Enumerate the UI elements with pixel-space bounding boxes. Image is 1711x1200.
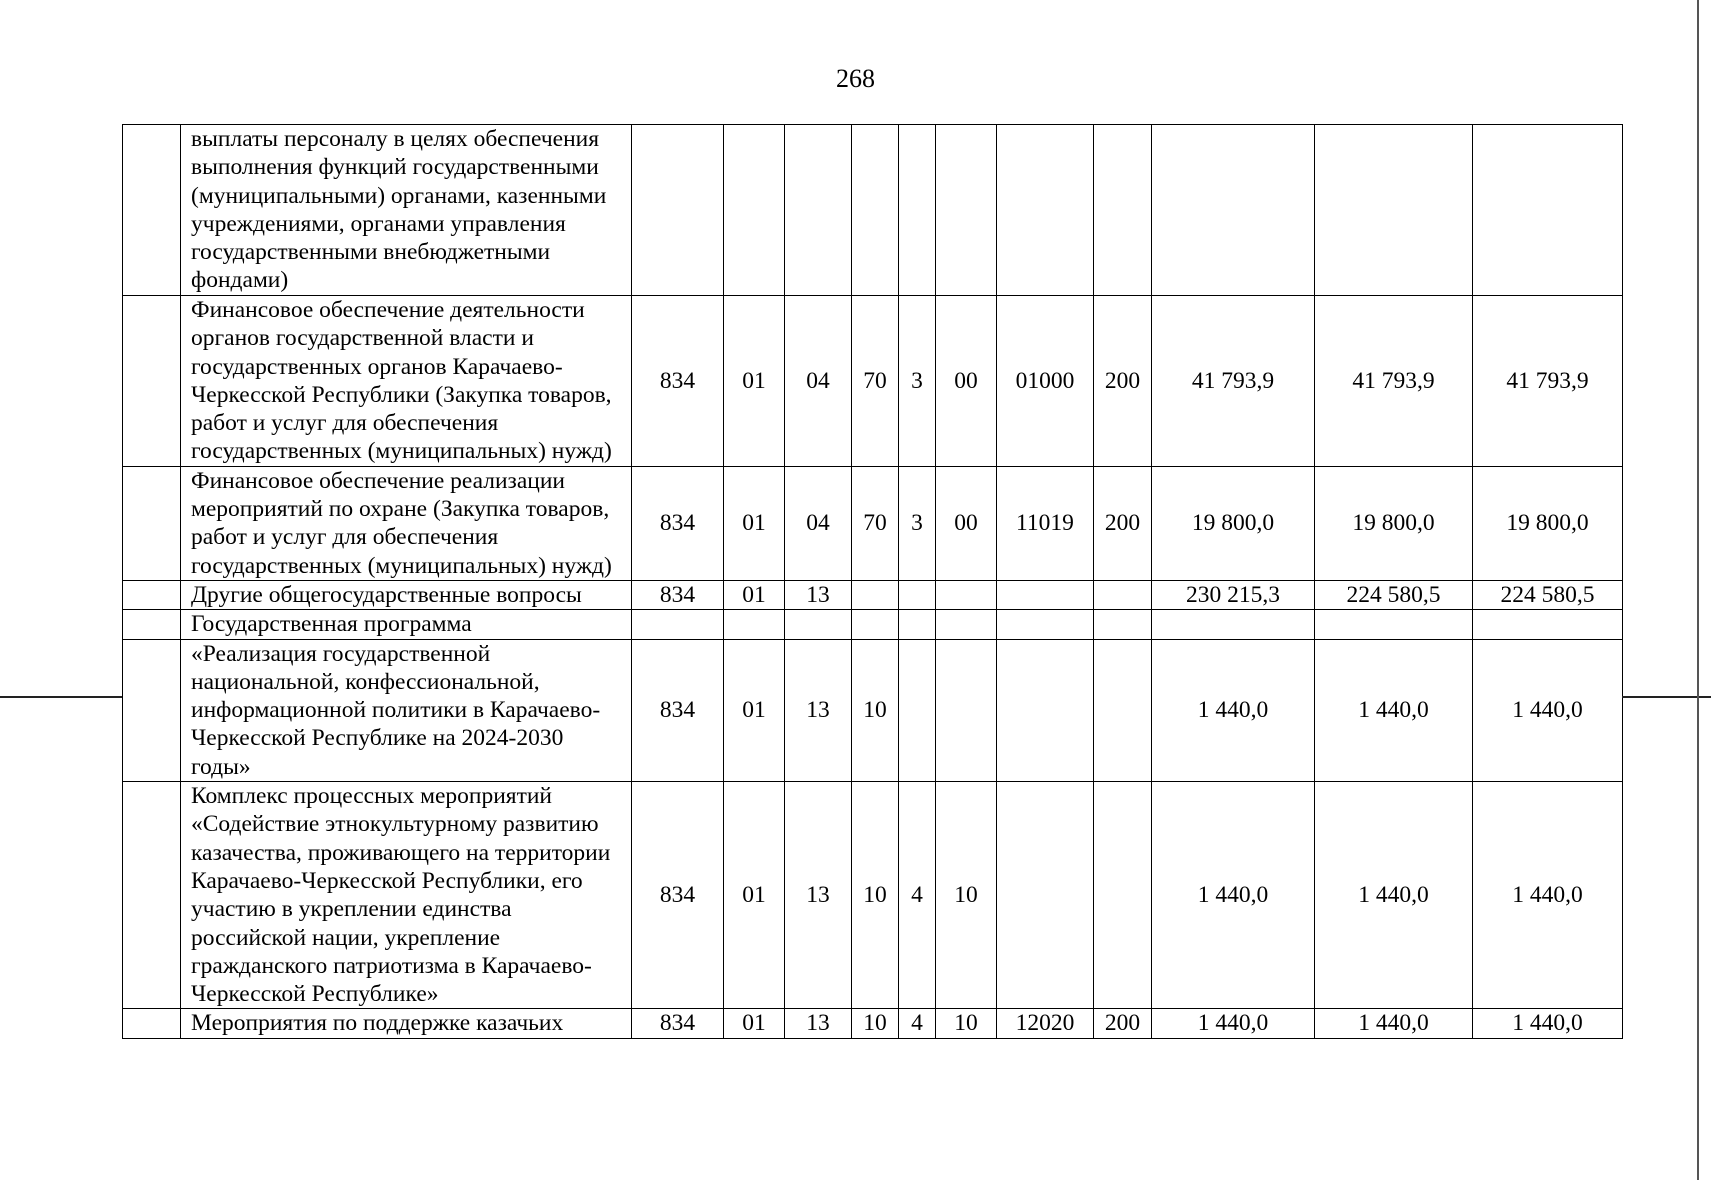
value-cell: 1 440,0 (1473, 1009, 1623, 1038)
value-cell: 10 (852, 782, 899, 1009)
value-cell: 13 (785, 1009, 852, 1038)
row-number-cell (123, 782, 181, 1009)
value-cell (785, 610, 852, 639)
row-number-cell (123, 296, 181, 467)
value-cell: 01000 (997, 296, 1094, 467)
value-cell (1473, 125, 1623, 296)
value-cell: 224 580,5 (1473, 580, 1623, 609)
scan-edge-line (1697, 0, 1699, 1180)
table-row (123, 125, 1623, 296)
value-cell (852, 610, 899, 639)
value-cell: 01 (724, 466, 785, 580)
value-cell: 3 (899, 296, 936, 467)
value-cell: 70 (852, 466, 899, 580)
value-cell (997, 610, 1094, 639)
row-number-cell (123, 1009, 181, 1038)
value-cell: 834 (632, 1009, 724, 1038)
table-row (123, 639, 1623, 781)
value-cell: 04 (785, 466, 852, 580)
value-cell (997, 125, 1094, 296)
row-number-cell (123, 125, 181, 296)
table-row (123, 296, 1623, 467)
value-cell (1152, 125, 1315, 296)
value-cell: 834 (632, 639, 724, 781)
value-cell (899, 639, 936, 781)
value-cell: 1 440,0 (1152, 782, 1315, 1009)
value-cell (936, 125, 997, 296)
value-cell (936, 610, 997, 639)
page-number: 268 (836, 64, 875, 93)
value-cell: 01 (724, 296, 785, 467)
row-number-cell (123, 466, 181, 580)
value-cell: 41 793,9 (1152, 296, 1315, 467)
value-cell (1094, 782, 1152, 1009)
budget-table (122, 124, 1623, 1039)
value-cell (936, 639, 997, 781)
value-cell: 19 800,0 (1473, 466, 1623, 580)
value-cell: 3 (899, 466, 936, 580)
scan-margin-line-left (0, 696, 122, 698)
value-cell (852, 125, 899, 296)
value-cell: 200 (1094, 1009, 1152, 1038)
value-cell: 00 (936, 466, 997, 580)
value-cell: 200 (1094, 466, 1152, 580)
value-cell: 10 (936, 782, 997, 1009)
value-cell: 13 (785, 639, 852, 781)
description-cell: Комплекс процессных мероприятий «Содействие этнокультурному развитию казачества, проживающего на территории Карачаево-Черкесской Республики, его участию в укреплении единства российской нации, укрепление гражданского патриотизма в Карачаево-Черкесской Республике» (181, 782, 632, 1009)
value-cell: 200 (1094, 296, 1152, 467)
value-cell (1094, 125, 1152, 296)
value-cell: 834 (632, 296, 724, 467)
value-cell: 1 440,0 (1315, 1009, 1473, 1038)
value-cell (1094, 639, 1152, 781)
description-cell: «Реализация государственной национальной, конфессиональной, информационной политики в Карачаево-Черкесской Республике на 2024-2030 годы» (181, 639, 632, 781)
table-row (123, 1009, 1623, 1038)
description-cell: Государственная программа (181, 610, 632, 639)
value-cell: 11019 (997, 466, 1094, 580)
value-cell (899, 125, 936, 296)
value-cell: 1 440,0 (1473, 639, 1623, 781)
value-cell (899, 580, 936, 609)
table-body (123, 125, 1623, 1039)
value-cell: 10 (936, 1009, 997, 1038)
value-cell: 00 (936, 296, 997, 467)
value-cell: 12020 (997, 1009, 1094, 1038)
value-cell: 4 (899, 782, 936, 1009)
value-cell (1152, 610, 1315, 639)
value-cell (997, 639, 1094, 781)
value-cell: 41 793,9 (1315, 296, 1473, 467)
value-cell: 01 (724, 1009, 785, 1038)
value-cell (1473, 610, 1623, 639)
value-cell (852, 580, 899, 609)
value-cell: 01 (724, 580, 785, 609)
value-cell (724, 125, 785, 296)
value-cell: 1 440,0 (1152, 1009, 1315, 1038)
value-cell: 01 (724, 782, 785, 1009)
value-cell: 1 440,0 (1315, 782, 1473, 1009)
description-cell: Финансовое обеспечение деятельности органов государственной власти и государственных органов Карачаево-Черкесской Республики (Закупка товаров, работ и услуг для обеспечения государственных (муниципальных) нужд) (181, 296, 632, 467)
table-row (123, 610, 1623, 639)
value-cell: 70 (852, 296, 899, 467)
value-cell (1094, 610, 1152, 639)
value-cell (632, 125, 724, 296)
value-cell: 834 (632, 466, 724, 580)
value-cell (1315, 610, 1473, 639)
value-cell (785, 125, 852, 296)
value-cell (724, 610, 785, 639)
value-cell (1315, 125, 1473, 296)
row-number-cell (123, 580, 181, 609)
value-cell: 834 (632, 782, 724, 1009)
value-cell: 10 (852, 1009, 899, 1038)
table-row (123, 580, 1623, 609)
value-cell (632, 610, 724, 639)
value-cell: 230 215,3 (1152, 580, 1315, 609)
value-cell (1094, 580, 1152, 609)
value-cell: 19 800,0 (1152, 466, 1315, 580)
description-cell: Другие общегосударственные вопросы (181, 580, 632, 609)
row-number-cell (123, 639, 181, 781)
value-cell: 1 440,0 (1152, 639, 1315, 781)
description-cell: Мероприятия по поддержке казачьих (181, 1009, 632, 1038)
value-cell (936, 580, 997, 609)
value-cell: 1 440,0 (1315, 639, 1473, 781)
table-row (123, 782, 1623, 1009)
value-cell: 4 (899, 1009, 936, 1038)
value-cell: 19 800,0 (1315, 466, 1473, 580)
value-cell: 13 (785, 782, 852, 1009)
row-number-cell (123, 610, 181, 639)
value-cell: 1 440,0 (1473, 782, 1623, 1009)
value-cell: 01 (724, 639, 785, 781)
value-cell (899, 610, 936, 639)
value-cell: 10 (852, 639, 899, 781)
value-cell: 41 793,9 (1473, 296, 1623, 467)
value-cell (997, 580, 1094, 609)
table-row (123, 466, 1623, 580)
description-cell: Финансовое обеспечение реализации мероприятий по охране (Закупка товаров, работ и услуг для обеспечения государственных (муниципальных) нужд) (181, 466, 632, 580)
value-cell: 04 (785, 296, 852, 467)
value-cell: 834 (632, 580, 724, 609)
value-cell (997, 782, 1094, 1009)
description-cell: выплаты персоналу в целях обеспечения выполнения функций государственными (муниципальными) органами, казенными учреждениями, органами управления государственными внебюджетными фондами) (181, 125, 632, 296)
value-cell: 13 (785, 580, 852, 609)
value-cell: 224 580,5 (1315, 580, 1473, 609)
